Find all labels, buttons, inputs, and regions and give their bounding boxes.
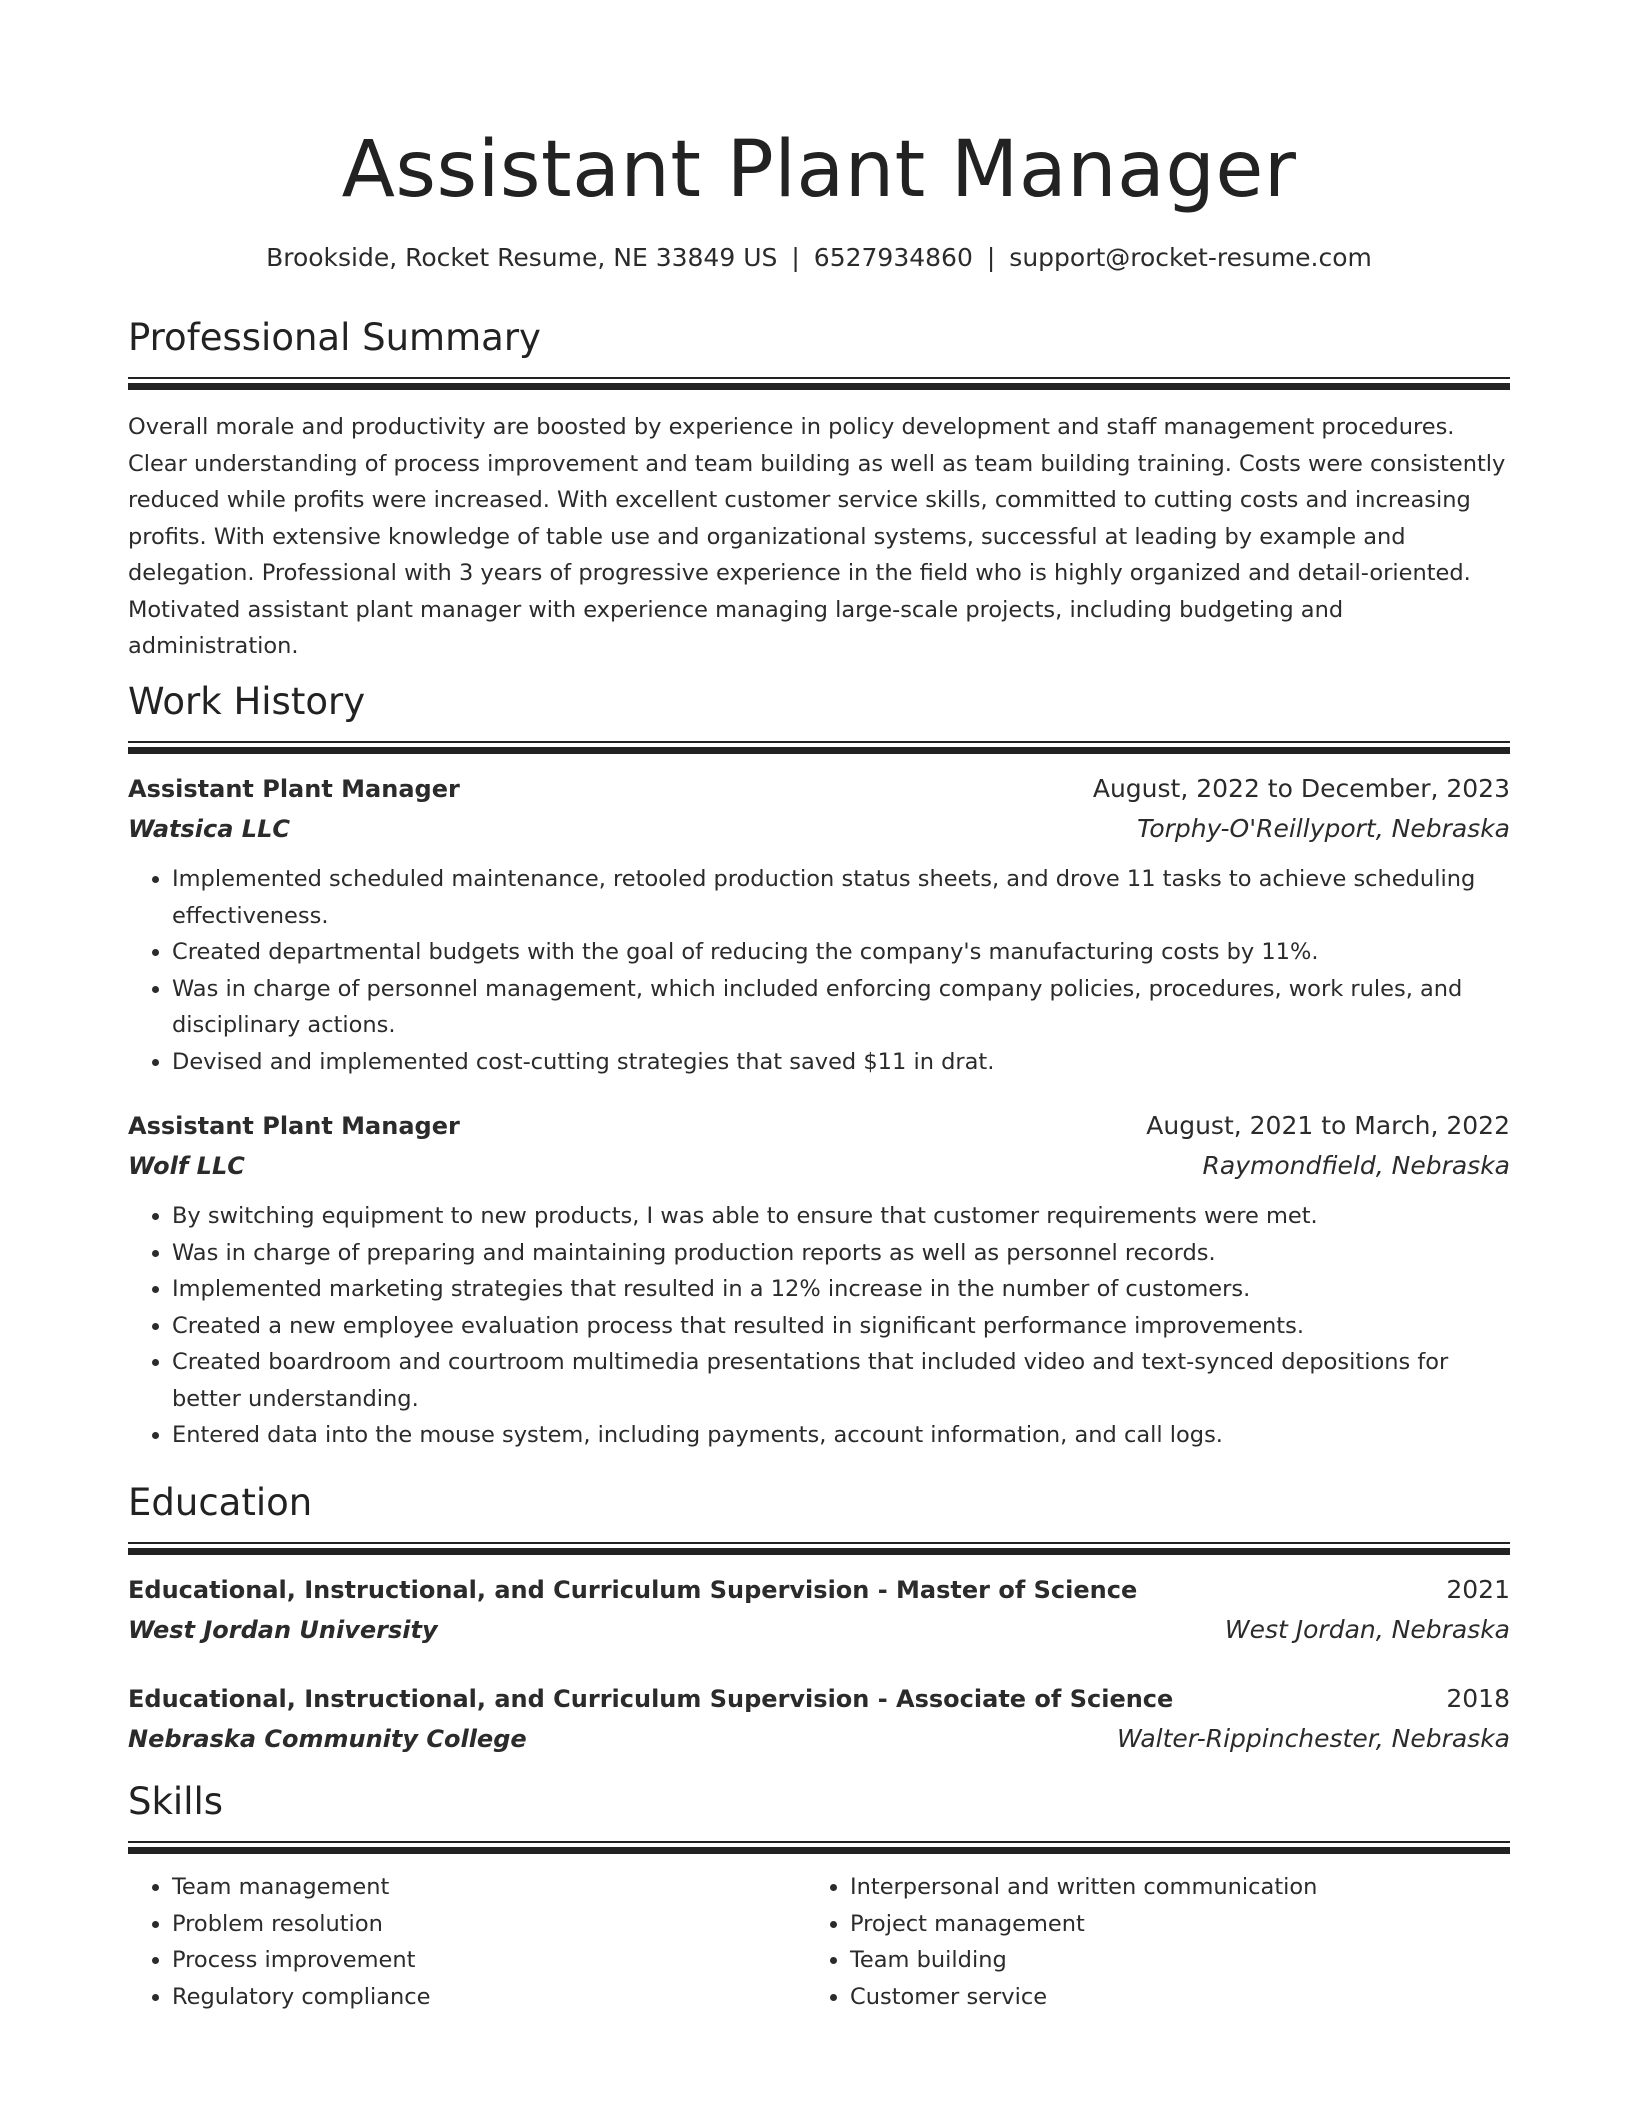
job-company-row	[128, 1146, 1510, 1186]
list-item: • Was in charge of preparing and maintaining production reports as well as personnel records.	[172, 1235, 1510, 1272]
education-year: 2018	[1446, 1684, 1510, 1713]
resume-title: Assistant Plant Manager	[341, 125, 1297, 215]
job-company-row	[128, 809, 1510, 849]
job-location: Torphy-O'Reillyport, Nebraska	[1137, 814, 1510, 843]
job-dates: August, 2022 to December, 2023	[1092, 774, 1510, 803]
contact-address: Brookside, Rocket Resume, NE 33849 US	[266, 243, 778, 272]
list-item: • Process improvement	[172, 1942, 806, 1979]
job-bullets	[128, 1198, 1510, 1454]
list-item: • Team building	[850, 1942, 1484, 1979]
list-item: • Entered data into the mouse system, including payments, account information, and call logs.	[172, 1417, 1510, 1454]
skills-section	[128, 1777, 1510, 2015]
list-item: • Implemented scheduled maintenance, retooled production status sheets, and drove 11 tasks to achieve scheduling effectiveness.	[172, 861, 1510, 934]
contact-line	[128, 238, 1510, 278]
work-history-section	[128, 677, 1510, 1454]
list-item: • Created departmental budgets with the goal of reducing the company's manufacturing costs by 11%.	[172, 934, 1510, 971]
education-entry	[128, 1679, 1510, 1759]
list-item: • Interpersonal and written communication	[850, 1869, 1484, 1906]
job-company: Watsica LLC	[128, 815, 290, 843]
contact-separator: |	[986, 243, 996, 272]
job-header-row	[128, 769, 1510, 809]
section-divider	[128, 1841, 1510, 1855]
education-school-row	[128, 1610, 1510, 1650]
list-item: • Created a new employee evaluation process that resulted in significant performance improvements.	[172, 1308, 1510, 1345]
job-role: Assistant Plant Manager	[128, 1112, 460, 1140]
section-title-summary: Professional Summary	[128, 316, 541, 359]
list-item: • Created boardroom and courtroom multimedia presentations that included video and text-synced depositions for better understanding.	[172, 1344, 1510, 1417]
job-entry	[128, 1106, 1510, 1454]
skills-list-left	[128, 1869, 806, 2015]
contact-phone: 6527934860	[813, 243, 973, 272]
education-location: West Jordan, Nebraska	[1224, 1615, 1510, 1644]
education-entry	[128, 1570, 1510, 1650]
education-school: West Jordan University	[128, 1616, 438, 1644]
education-degree: Educational, Instructional, and Curriculum Supervision - Associate of Science	[128, 1685, 1174, 1713]
list-item: • Was in charge of personnel management, which included enforcing company policies, procedures, work rules, and disciplinary actions.	[172, 971, 1510, 1044]
job-dates: August, 2021 to March, 2022	[1146, 1111, 1510, 1140]
summary-section	[128, 313, 1510, 665]
list-item: • Customer service	[850, 1979, 1484, 2016]
education-degree: Educational, Instructional, and Curriculum Supervision - Master of Science	[128, 1576, 1138, 1604]
list-item: • Problem resolution	[172, 1906, 806, 1943]
section-title-work-history: Work History	[128, 680, 366, 723]
job-header-row	[128, 1106, 1510, 1146]
education-section	[128, 1478, 1510, 1759]
education-school-row	[128, 1719, 1510, 1759]
section-divider	[128, 377, 1510, 391]
education-school: Nebraska Community College	[128, 1725, 527, 1753]
section-divider	[128, 741, 1510, 755]
list-item: • Project management	[850, 1906, 1484, 1943]
job-role: Assistant Plant Manager	[128, 775, 460, 803]
education-header-row	[128, 1679, 1510, 1719]
skills-list-right	[806, 1869, 1484, 2015]
education-location: Walter-Rippinchester, Nebraska	[1116, 1724, 1510, 1753]
list-item: • Devised and implemented cost-cutting strategies that saved $11 in drat.	[172, 1044, 1510, 1081]
list-item: • Team management	[172, 1869, 806, 1906]
job-company: Wolf LLC	[128, 1152, 245, 1180]
summary-text: Overall morale and productivity are boosted by experience in policy development and staff management procedures. Clear understanding of process improvement and team building as well as team building training. Costs were consistently reduced while profits were increased. With excellent customer service skills, committed to cutting costs and increasing profits. With extensive knowledge of table use and organizational systems, successful at leading by example and delegation. Professional with 3 years of progressive experience in the field who is highly organized and detail-oriented. Motivated assistant plant manager with experience managing large-scale projects, including budgeting and administration.	[128, 414, 1506, 659]
education-year: 2021	[1446, 1575, 1510, 1604]
section-title-skills: Skills	[128, 1780, 224, 1823]
section-divider	[128, 1542, 1510, 1556]
contact-separator: |	[791, 243, 800, 272]
section-title-education: Education	[128, 1481, 313, 1524]
job-location: Raymondfield, Nebraska	[1202, 1151, 1510, 1180]
contact-email: support@rocket-resume.com	[1009, 243, 1372, 272]
job-entry	[128, 769, 1510, 1080]
list-item: • By switching equipment to new products, I was able to ensure that customer requirements were met.	[172, 1198, 1510, 1235]
education-header-row	[128, 1570, 1510, 1610]
list-item: • Regulatory compliance	[172, 1979, 806, 2016]
job-bullets	[128, 861, 1510, 1080]
skills-columns	[128, 1869, 1510, 2015]
list-item: • Implemented marketing strategies that resulted in a 12% increase in the number of customers.	[172, 1271, 1510, 1308]
